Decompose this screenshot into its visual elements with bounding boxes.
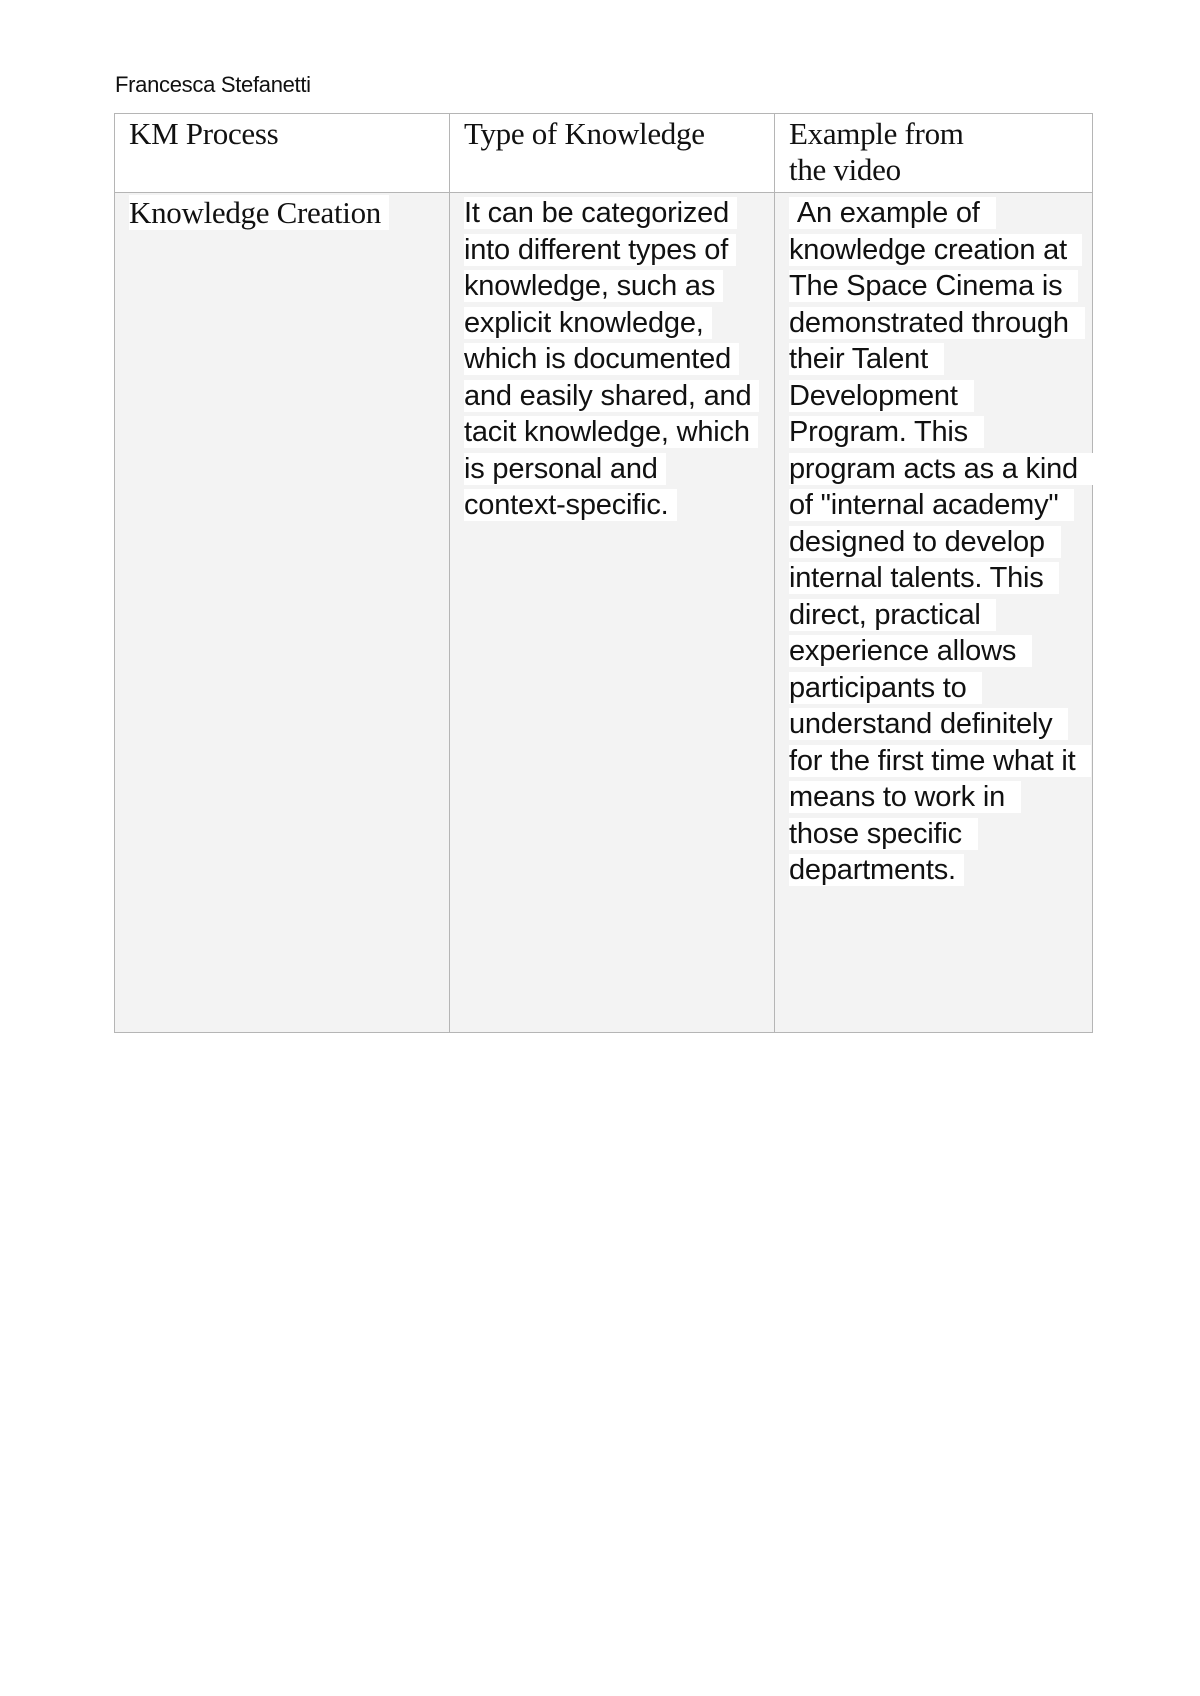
table-row (115, 193, 1093, 1033)
header-example: Example from the video (775, 114, 1093, 193)
km-process-text: Knowledge Creation (129, 195, 389, 230)
type-of-knowledge-text: It can be categorized into different types of knowledge, such as explicit knowledge, which is documented and easily shared, and tacit knowledge, which is personal and context-specific. (464, 197, 759, 521)
author-name: Francesca Stefanetti (115, 72, 311, 97)
cell-example (775, 193, 1093, 1033)
cell-km-process (115, 193, 450, 1033)
cell-type-of-knowledge (450, 193, 775, 1033)
table-header-row (115, 114, 1093, 193)
header-km-process: KM Process (115, 114, 450, 193)
example-text: An example of knowledge creation at The Space Cinema is demonstrated through their Talent Development Program. This program acts as a kind of "internal academy" designed to develop internal talents. This direct, practical experience allows participants to understand definitely for the first time what it means to work in those specific departments. (789, 197, 1094, 886)
km-process-table (114, 113, 1093, 1033)
header-type-of-knowledge: Type of Knowledge (450, 114, 775, 193)
